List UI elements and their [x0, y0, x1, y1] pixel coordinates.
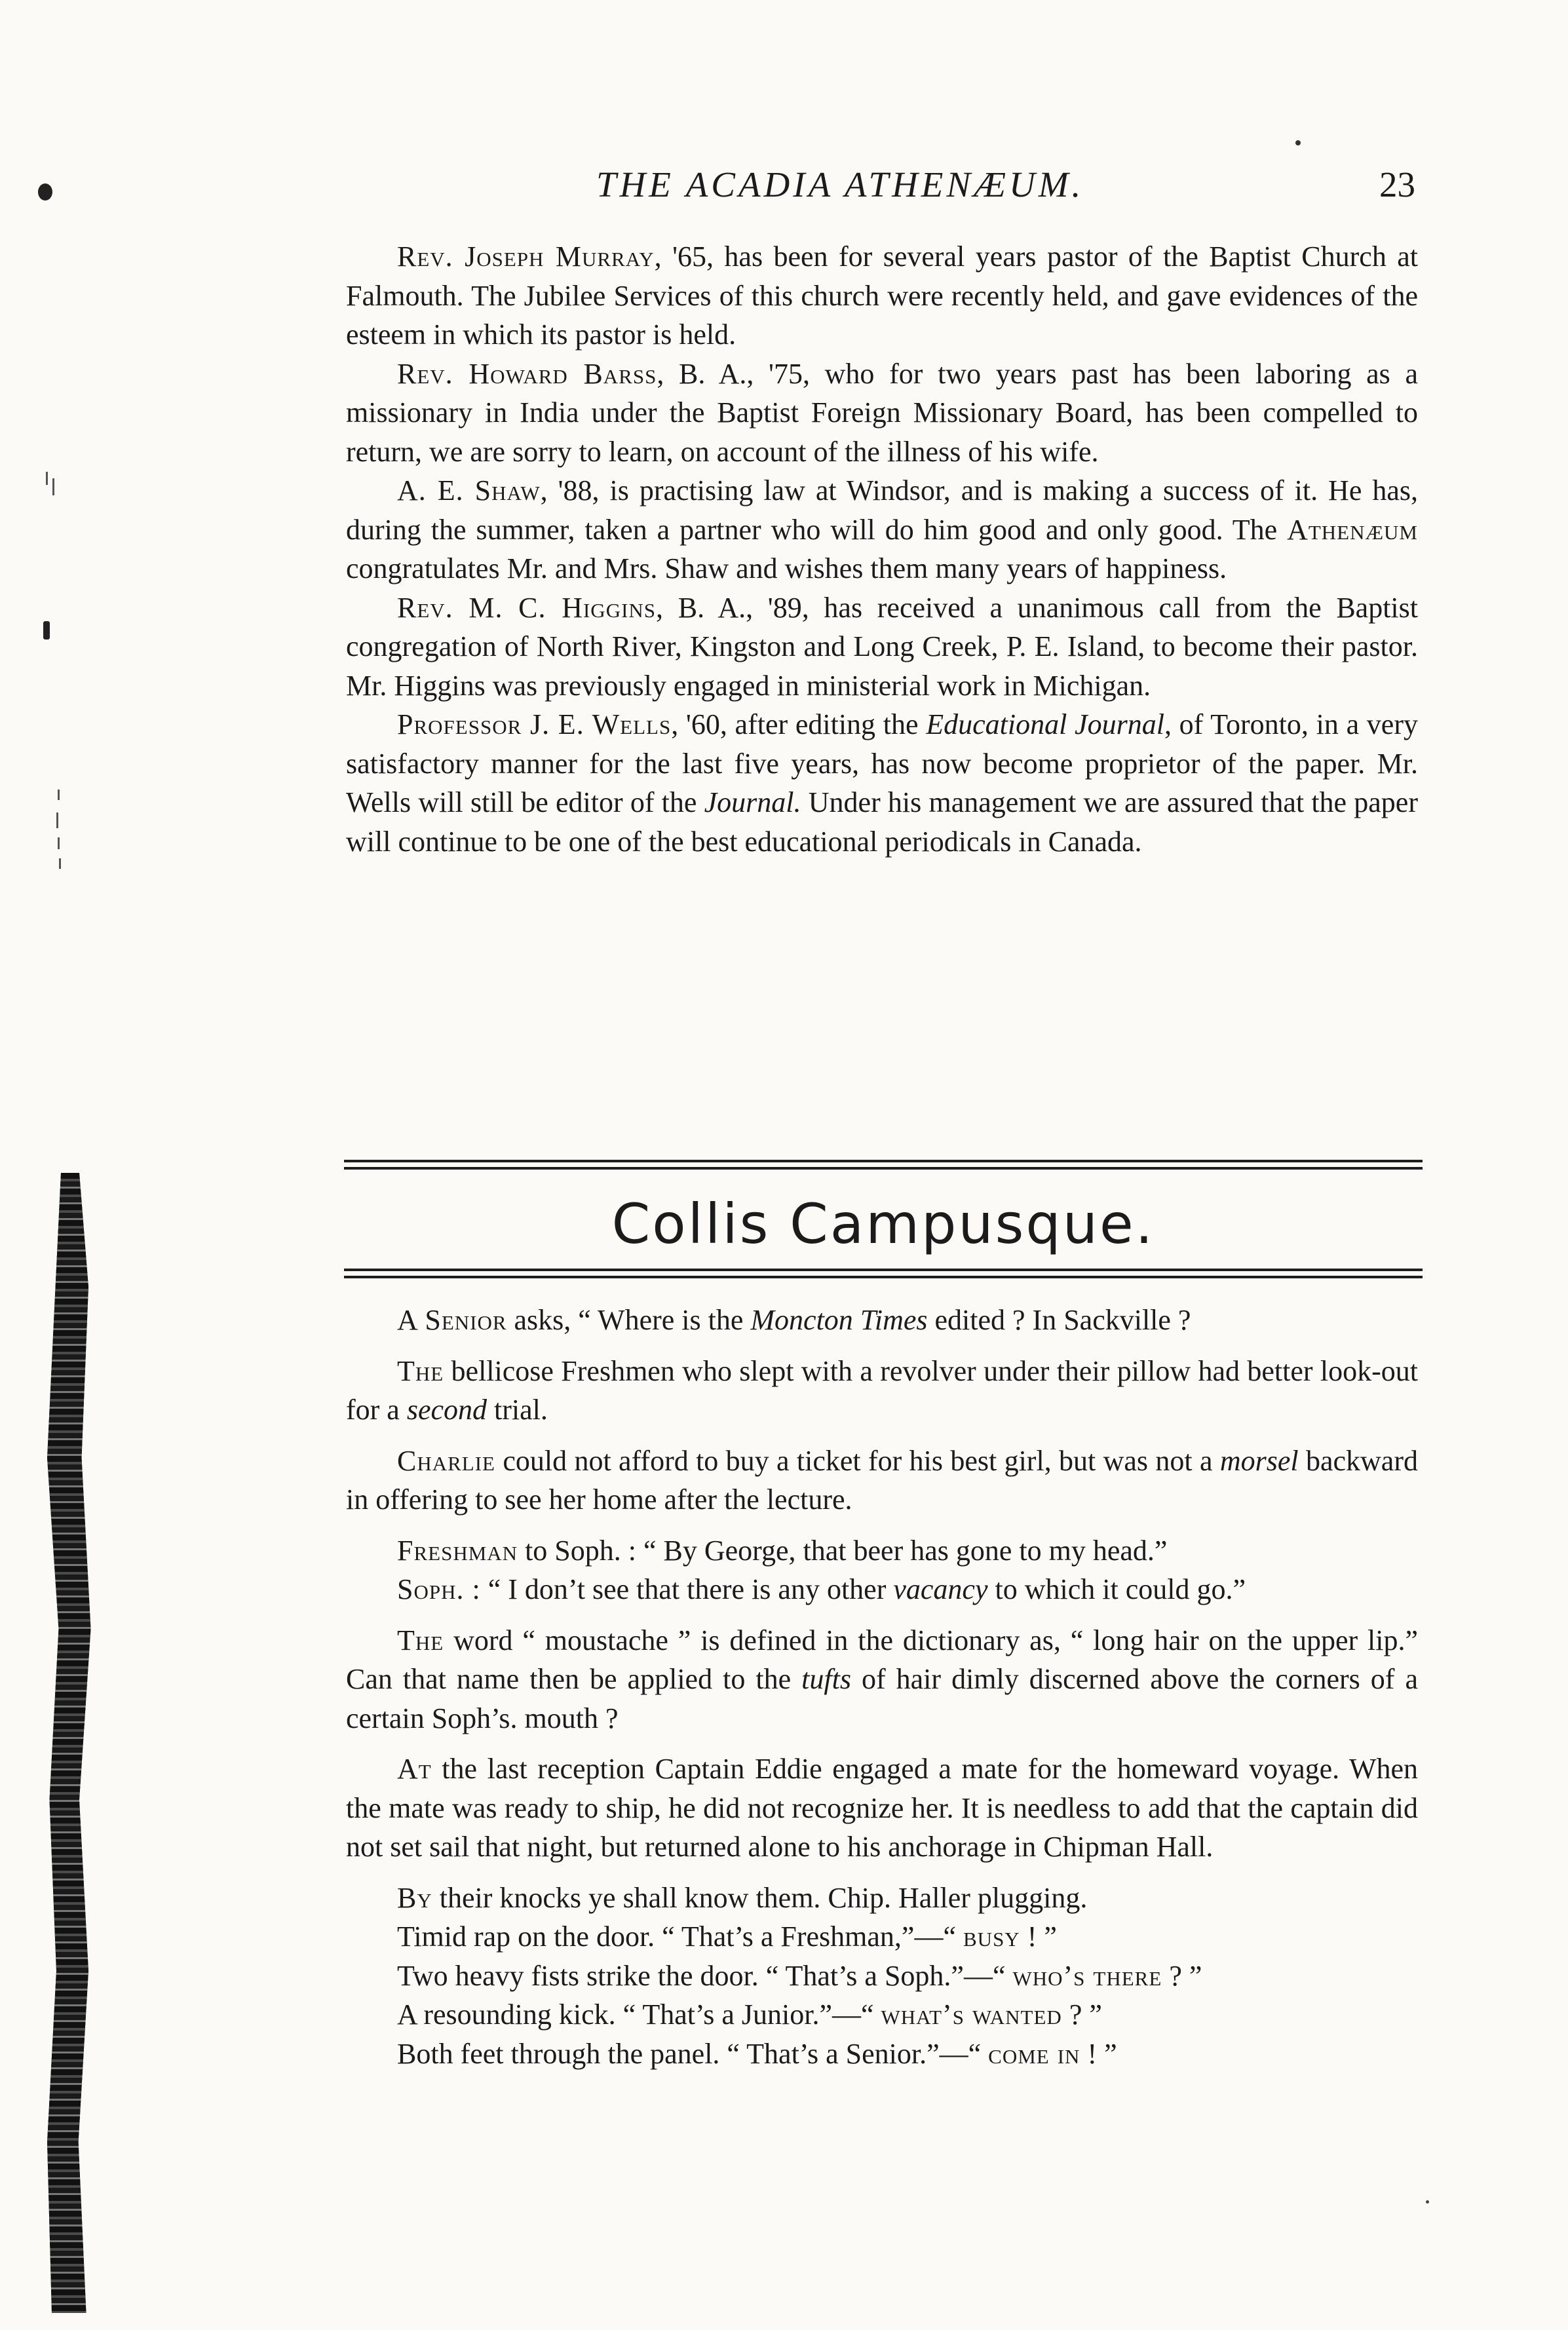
note-emphasis: Moncton Times — [750, 1304, 928, 1336]
knock-line — [346, 1917, 1418, 1957]
note-emphasis: morsel — [1219, 1444, 1299, 1477]
double-rule — [344, 1160, 1423, 1170]
note-text: word “ moustache ” is defined in the dictionary as, “ long hair on the upper lip.” Can that name then be applied to the — [346, 1624, 1418, 1695]
scan-speck — [43, 621, 50, 640]
scan-speck — [1295, 140, 1301, 145]
personal-text: , of Toronto, in a very satisfactory manner for the last five years, has now become proprietor of the paper. Mr. Wells will still be editor of the — [346, 708, 1418, 818]
double-rule — [344, 1269, 1423, 1278]
scan-speck — [58, 837, 60, 849]
personal-text: Under his management we are assured that the paper will continue to be one of the best educational periodicals in Canada. — [346, 786, 1418, 858]
personal-text: congratulates Mr. and Mrs. Shaw and wishes them many years of happiness. — [346, 552, 1227, 584]
personal-item — [346, 588, 1418, 706]
note-text: of hair dimly discerned above the corners of a certain Soph’s. mouth ? — [346, 1663, 1418, 1734]
personal-item — [346, 705, 1418, 861]
personal-item — [346, 471, 1418, 588]
personal-item — [346, 237, 1418, 354]
periodical-name: Athenæum — [1287, 513, 1418, 546]
running-head — [347, 164, 1415, 216]
note-emphasis: second — [406, 1394, 488, 1426]
section-heading: Collis Campusque. — [611, 1192, 1155, 1256]
campus-note — [346, 1301, 1418, 1340]
knocks-note — [346, 1879, 1418, 2074]
note-text: “ I don’t see that there is any other — [480, 1573, 894, 1605]
note-emphasis: tufts — [801, 1663, 851, 1695]
scan-speck — [38, 183, 52, 201]
note-text: ! ” — [1080, 2037, 1117, 2070]
note-emphasis: vacancy — [893, 1573, 988, 1605]
note-lead: A Senior — [397, 1304, 507, 1336]
knock-reply: busy — [963, 1920, 1020, 1953]
personal-name: Rev. Howard Barss — [397, 357, 657, 390]
note-text: asks, “ Where is the — [507, 1304, 751, 1336]
note-text: Timid rap on the door. “ That’s a Freshman,”—“ — [397, 1920, 963, 1953]
personal-text: , '88, is practising law at Windsor, and is making a success of it. He has, during the summer, taken a partner who will do him good and only good. The — [346, 474, 1418, 546]
scan-speck — [58, 790, 60, 800]
campus-note — [346, 1621, 1418, 1738]
campus-note — [346, 1352, 1418, 1430]
journal-title: Educational Journal — [926, 708, 1164, 740]
note-lead: Charlie — [397, 1444, 495, 1477]
campus-notes-section — [346, 1301, 1418, 2073]
page-number: 23 — [1379, 164, 1415, 204]
personals-section — [346, 237, 1418, 861]
note-text: trial. — [487, 1394, 548, 1426]
scan-speck — [1426, 2200, 1429, 2204]
note-text: to which it could go.” — [987, 1573, 1246, 1605]
note-text: ? ” — [1162, 1959, 1202, 1992]
note-text: Two heavy fists strike the door. “ That’s a Soph.”—“ — [397, 1959, 1013, 1992]
knock-line — [346, 1995, 1418, 2034]
campus-note — [346, 1749, 1418, 1867]
knock-line — [346, 2034, 1418, 2074]
campus-note — [346, 1442, 1418, 1519]
knock-line — [346, 1957, 1418, 1996]
note-lead: The — [397, 1354, 444, 1387]
personal-text: , '65, has been for several years pastor of the Baptist Church at Falmouth. The Jubilee Services of this church were recently held, and gave evidences of the esteem in which its pastor is held. — [346, 240, 1419, 351]
knocks-intro — [346, 1879, 1418, 1918]
personal-text: , '60, after editing the — [671, 708, 927, 740]
campus-note — [346, 1570, 1418, 1609]
note-text: bellicose Freshmen who slept with a revolver under their pillow had better look-out for a — [346, 1354, 1418, 1426]
note-text: backward in offering to see her home after the lecture. — [346, 1444, 1418, 1516]
personal-item — [346, 354, 1418, 472]
note-lead: By — [397, 1881, 432, 1914]
note-text: ? ” — [1061, 1998, 1102, 2031]
personal-text: , B. A., '75, who for two years past has been laboring as a missionary in India under the Baptist Foreign Missionary Board, has been compelled to return, we are sorry to learn, on account of the illness of his wife. — [346, 357, 1418, 468]
note-lead: Soph. : — [397, 1573, 481, 1605]
note-text: could not afford to buy a ticket for his best girl, but was not a — [495, 1444, 1220, 1477]
note-lead: The — [397, 1624, 444, 1656]
campus-note — [346, 1531, 1418, 1571]
personal-name: A. E. Shaw — [397, 474, 541, 506]
personal-name: Rev. M. C. Higgins — [397, 591, 657, 624]
scan-speck — [52, 478, 54, 495]
personal-name: Professor J. E. Wells — [397, 708, 672, 740]
note-text: ! ” — [1020, 1920, 1057, 1953]
note-text: A resounding kick. “ That’s a Junior.”—“ — [397, 1998, 881, 2031]
personal-name: Rev. Joseph Murray — [397, 240, 655, 273]
running-title: THE ACADIA ATHENÆUM. — [596, 164, 1084, 204]
knock-reply: what’s wanted — [881, 1998, 1062, 2031]
knock-reply: who’s there — [1012, 1959, 1162, 1992]
note-text: the last reception Captain Eddie engaged a mate for the homeward voyage. When the mate was ready to ship, he did not recognize her. It is needless to add that the captain did not set sail that night, but returned alone to his anchorage in Chipman Hall. — [346, 1753, 1418, 1863]
note-lead: Freshman — [397, 1534, 518, 1567]
scan-speck — [56, 812, 58, 828]
note-text: edited ? In Sackville ? — [927, 1304, 1191, 1336]
binding-edge-shadow — [47, 1173, 93, 2313]
knock-reply: come in — [988, 2037, 1080, 2070]
personal-text: , B. A., '89, has received a unanimous call from the Baptist congregation of North River, Kingston and Long Creek, P. E. Island, to become their pastor. Mr. Higgins was previously engaged in ministerial work in Michigan. — [346, 591, 1418, 702]
note-lead: At — [397, 1753, 432, 1785]
note-text: their knocks ye shall know them. Chip. Haller plugging. — [432, 1881, 1088, 1914]
scan-speck — [59, 858, 61, 869]
scan-speck — [46, 472, 48, 485]
journal-title: Journal. — [704, 786, 801, 818]
note-text: Both feet through the panel. “ That’s a Senior.”—“ — [397, 2037, 989, 2070]
note-text: to Soph. : “ By George, that beer has gone to my head.” — [518, 1534, 1168, 1567]
